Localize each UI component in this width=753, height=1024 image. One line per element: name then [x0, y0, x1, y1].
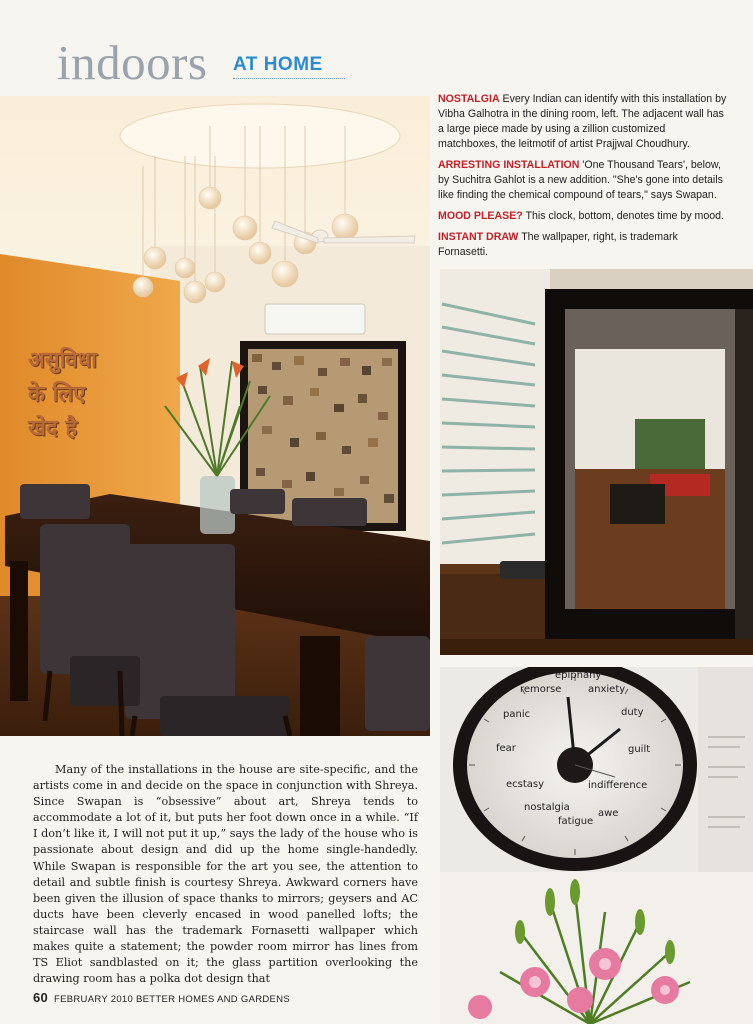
tears-illustration [440, 269, 753, 655]
caption-text: The wallpaper, right, is trademark Fornasetti. [438, 231, 678, 258]
hindi-line: खेद है [28, 416, 78, 441]
caption-label: NOSTALGIA [438, 93, 500, 105]
clock-word: nostalgia [524, 802, 570, 813]
clock-word: guilt [628, 744, 651, 755]
caption-label: INSTANT DRAW [438, 231, 519, 243]
caption-instant-draw [438, 230, 728, 260]
clock-word: epiphany [555, 670, 602, 681]
page-number: 60 [33, 990, 49, 1005]
caption-label: ARRESTING INSTALLATION [438, 159, 580, 171]
clock-word: fear [496, 743, 516, 754]
clock-word: remorse [520, 684, 562, 695]
lilies-photo [440, 872, 753, 1024]
lilies-illustration [440, 872, 753, 1024]
clock-word: awe [598, 808, 619, 819]
caption-label: MOOD PLEASE? [438, 210, 523, 222]
clock-mood-labels [440, 667, 753, 872]
clock-word: indifference [588, 780, 648, 791]
issue-line: FEBRUARY 2010 BETTER HOMES AND GARDENS [54, 994, 290, 1005]
page-footer [33, 990, 290, 1005]
article-body-text: Many of the installations in the house are site-specific, and the artists come in and decide on the space in conjunction with Shreya. Since Swapan is “obsessive” about art, Shreya tends to accommodate a lot of it, but puts her foot down once in a while. “If I don’t like it, I will not put it up,” says the lady of the house who is passionate about design and did up the home single-handedly. While Swapan is responsible for the art you see, the attention to detail and subtle finish is courtesy Shreya. Awkward corners have been given the illusion of space thanks to mirrors; geysers and AC ducts have been cleverly encased in wood panelled lofts; the staircase wall has the trademark Fornasetti wallpaper which makes quite a statement; the powder room mirror has lines from TS Eliot sandblasted on it; the glass partition overlooking the drawing room has a polka dot design that [33, 763, 418, 986]
section-title: indoors [57, 35, 208, 90]
caption-text: 'One Thousand Tears', below, by Suchitra Gahlot is a new addition. "She's gone into details like finding the chemical compound of tears," says Swapan. [438, 159, 723, 201]
hindi-wall-installation [28, 344, 97, 446]
caption-text: This clock, bottom, denotes time by mood. [522, 210, 724, 222]
caption-text: Every Indian can identify with this installation by Vibha Galhotra in the dining room, left. The adjacent wall has a large piece made by using a zillion customized matchboxes, the leitmotif of artist Prajjwal Choudhury. [438, 93, 727, 150]
dining-room-photo [0, 96, 430, 736]
clock-word: anxiety [588, 684, 626, 695]
hindi-line: के लिए [28, 382, 86, 407]
clock-word: duty [621, 707, 644, 718]
clock-word: panic [503, 709, 531, 720]
section-subtitle: AT HOME [233, 54, 323, 75]
tears-installation-photo [440, 269, 753, 655]
clock-word: fatigue [558, 816, 594, 827]
hindi-line: असुविधा [28, 348, 97, 373]
caption-arresting-installation [438, 158, 728, 203]
caption-column [438, 92, 728, 266]
mood-clock-photo [440, 667, 753, 872]
clock-word: ecstasy [506, 779, 545, 790]
caption-mood-please [438, 209, 728, 224]
header-dotted-rule [233, 78, 345, 79]
caption-nostalgia [438, 92, 728, 152]
